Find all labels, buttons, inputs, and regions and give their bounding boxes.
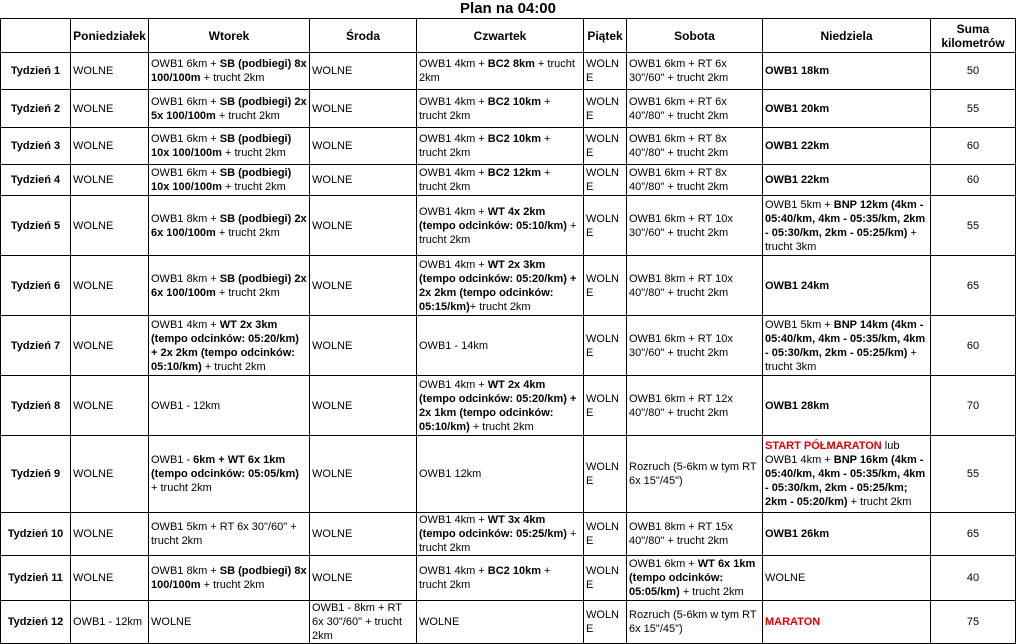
workout-text: OWB1 6km + RT 6x 30"/60" + trucht 2km — [629, 58, 729, 84]
tuesday-workout — [149, 128, 310, 165]
workout-text: BC2 8km — [487, 58, 535, 70]
workout-text: WOLNE — [586, 332, 619, 359]
monday-workout — [71, 436, 149, 513]
thursday-workout — [417, 53, 584, 90]
workout-text: OWB1 - 14km — [419, 339, 489, 352]
workout-text: WT 2x 3km (tempo odcinków: 05:20/km) + 2x 2km (tempo odcinków: 05:15/km) — [419, 258, 577, 313]
week-label: Tydzień 4 — [1, 165, 71, 196]
workout-text: + trucht 2km — [221, 181, 286, 193]
workout-text: WOLNE — [586, 167, 619, 193]
workout-text: WOLNE — [73, 65, 114, 77]
workout-text: + trucht 2km — [215, 286, 280, 299]
sunday-workout — [763, 128, 931, 165]
week-label: Tydzień 11 — [1, 556, 71, 601]
wednesday-workout — [310, 165, 417, 196]
workout-text: WOLNE — [312, 468, 353, 480]
thursday-workout — [417, 196, 584, 256]
week-label: Tydzień 2 — [1, 90, 71, 128]
workout-text: WT 4x 2km (tempo odcinków: 05:10/km) — [419, 205, 567, 232]
workout-text: WOLNE — [586, 565, 619, 591]
monday-workout — [71, 53, 149, 90]
sunday-workout — [763, 196, 931, 256]
saturday-workout — [627, 256, 763, 316]
weekly-km-total: 70 — [931, 376, 1016, 436]
workout-text: BNP 14km (4km - 05:40/km, 4km - 05:35/km, 4km - 05:30/km, 2km - 05:25/km) — [765, 318, 926, 359]
saturday-workout — [627, 90, 763, 128]
workout-text: WOLNE — [312, 140, 353, 152]
sunday-workout — [763, 376, 931, 436]
workout-text: WOLNE — [765, 572, 806, 584]
workout-text: OWB1 4km + — [419, 95, 488, 108]
workout-text: OWB1 6km + — [151, 58, 220, 70]
workout-text: Rozruch (5-6km w tym RT 6x 15"/45") — [629, 609, 757, 635]
workout-text: OWB1 6km + — [151, 95, 220, 108]
workout-text: WT 2x 3km (tempo odcinków: 05:20/km) + 2x 2km (tempo odcinków: 05:10/km) — [151, 318, 299, 373]
tuesday-workout — [149, 256, 310, 316]
workout-text: OWB1 6km + — [151, 167, 220, 179]
workout-text: OWB1 4km + — [151, 318, 220, 331]
workout-text: OWB1 8km + — [151, 272, 220, 285]
table-row — [1, 90, 1016, 128]
workout-text: OWB1 4km + — [419, 378, 488, 391]
workout-text: WOLNE — [312, 174, 353, 186]
workout-text: WOLNE — [586, 95, 619, 122]
sunday-workout — [763, 316, 931, 376]
sunday-workout — [763, 53, 931, 90]
workout-text: OWB1 22km — [765, 174, 830, 186]
workout-text: WOLNE — [73, 174, 114, 186]
tuesday-workout — [149, 196, 310, 256]
tuesday-workout — [149, 165, 310, 196]
workout-text: OWB1 5km + RT 6x 30"/60" + trucht 2km — [151, 521, 297, 547]
thursday-workout — [417, 165, 584, 196]
workout-text: SB (podbiegi) 2x 6x 100/100m — [151, 272, 307, 299]
wednesday-workout — [310, 376, 417, 436]
friday-workout — [584, 256, 627, 316]
table-row — [1, 316, 1016, 376]
workout-text: OWB1 8km + RT 10x 40"/80" + trucht 2km — [629, 272, 733, 299]
workout-text: START PÓŁMARATON — [765, 440, 882, 452]
workout-text: SB (podbiegi) 10x 100/100m — [151, 133, 292, 159]
workout-text: WOLNE — [312, 339, 353, 352]
workout-text: OWB1 4km + — [419, 205, 488, 218]
week-label: Tydzień 8 — [1, 376, 71, 436]
weekly-km-total: 65 — [931, 256, 1016, 316]
workout-text: MARATON — [765, 616, 821, 628]
workout-text: WOLNE — [73, 572, 114, 584]
weekly-km-total: 75 — [931, 601, 1016, 644]
wednesday-workout — [310, 601, 417, 644]
sunday-workout — [763, 601, 931, 644]
saturday-workout — [627, 376, 763, 436]
workout-text: OWB1 18km — [765, 65, 830, 77]
workout-text: WOLNE — [73, 339, 114, 352]
workout-text: + trucht 2km — [847, 496, 912, 508]
workout-text: + trucht 2km — [469, 300, 531, 313]
workout-text: OWB1 8km + RT 15x 40"/80" + trucht 2km — [629, 521, 733, 547]
thursday-workout — [417, 128, 584, 165]
workout-text: WOLNE — [586, 133, 619, 159]
monday-workout — [71, 316, 149, 376]
thursday-workout — [417, 90, 584, 128]
week-label: Tydzień 10 — [1, 513, 71, 556]
monday-workout — [71, 165, 149, 196]
workout-text: + trucht 2km — [221, 147, 286, 159]
workout-text: OWB1 12km — [419, 468, 482, 480]
workout-text: OWB1 - 12km — [151, 399, 221, 412]
saturday-workout — [627, 601, 763, 644]
workout-text: WOLNE — [312, 219, 353, 232]
sunday-workout — [763, 556, 931, 601]
friday-workout — [584, 601, 627, 644]
workout-text: OWB1 - 8km + RT 6x 30"/60" + trucht 2km — [312, 602, 403, 642]
plan-title: Plan na 04:00 — [460, 0, 556, 17]
week-label: Tydzień 9 — [1, 436, 71, 513]
workout-text: WOLNE — [73, 279, 114, 292]
workout-text: OWB1 4km + — [419, 133, 488, 145]
week-label: Tydzień 3 — [1, 128, 71, 165]
friday-workout — [584, 196, 627, 256]
workout-text: OWB1 28km — [765, 399, 830, 412]
workout-text: + trucht 2km — [679, 586, 744, 598]
saturday-workout — [627, 53, 763, 90]
thursday-workout — [417, 376, 584, 436]
saturday-workout — [627, 556, 763, 601]
workout-text: OWB1 8km + — [151, 212, 220, 225]
table-row — [1, 53, 1016, 90]
plan-body — [1, 53, 1016, 644]
monday-workout — [71, 376, 149, 436]
workout-text: + trucht 2km — [419, 133, 551, 159]
workout-text: WOLNE — [586, 272, 619, 299]
workout-text: WOLNE — [312, 279, 353, 292]
header-saturday: Sobota — [627, 19, 763, 53]
workout-text: + trucht 2km — [201, 360, 266, 373]
weekly-km-total: 40 — [931, 556, 1016, 601]
weekly-km-total: 60 — [931, 128, 1016, 165]
workout-text: WT 3x 4km (tempo odcinków: 05:25/km) — [419, 514, 567, 540]
workout-text: OWB1 4km + — [419, 514, 488, 526]
workout-text: WOLNE — [312, 65, 353, 77]
weekly-km-total: 60 — [931, 165, 1016, 196]
table-row — [1, 165, 1016, 196]
sunday-workout — [763, 436, 931, 513]
workout-text: OWB1 5km + — [765, 198, 834, 211]
table-row — [1, 436, 1016, 513]
workout-text: + trucht 2km — [419, 528, 577, 554]
sunday-workout — [763, 165, 931, 196]
sunday-workout — [763, 513, 931, 556]
friday-workout — [584, 376, 627, 436]
weekly-km-total: 60 — [931, 316, 1016, 376]
workout-text: WT 6x 1km (tempo odcinków: 05:05/km) — [629, 558, 756, 598]
workout-text: WOLNE — [586, 212, 619, 239]
workout-text: WT 2x 4km (tempo odcinków: 05:20/km) + 2x 1km (tempo odcinków: 05:10/km) — [419, 378, 577, 433]
saturday-workout — [627, 436, 763, 513]
workout-text: WOLNE — [312, 399, 353, 412]
workout-text: BC2 12km — [487, 167, 541, 179]
workout-text: + trucht 2km — [419, 95, 551, 122]
workout-text: BNP 12km (4km - 05:40/km, 4km - 05:35/km, 2km - 05:30/km, 2km - 05:25/km) — [765, 198, 926, 239]
wednesday-workout — [310, 316, 417, 376]
workout-text: BC2 10km — [487, 565, 541, 577]
header-wednesday: Środa — [310, 19, 417, 53]
saturday-workout — [627, 513, 763, 556]
training-plan-table — [0, 18, 1016, 644]
workout-text: WOLNE — [586, 392, 619, 419]
workout-text: WOLNE — [586, 521, 619, 547]
wednesday-workout — [310, 513, 417, 556]
header-total-km: Suma kilometrów — [931, 19, 1016, 53]
weekly-km-total: 55 — [931, 196, 1016, 256]
monday-workout — [71, 601, 149, 644]
workout-text: + trucht 2km — [419, 219, 577, 246]
monday-workout — [71, 128, 149, 165]
workout-text: + trucht 2km — [215, 226, 280, 239]
saturday-workout — [627, 316, 763, 376]
workout-text: WOLNE — [73, 140, 114, 152]
workout-text: WOLNE — [586, 609, 619, 635]
workout-text: WOLNE — [73, 219, 114, 232]
table-row — [1, 556, 1016, 601]
table-row — [1, 256, 1016, 316]
workout-text: 6km + WT 6x 1km (tempo odcinków: 05:05/km) — [151, 454, 299, 480]
workout-text: BC2 10km — [487, 95, 541, 108]
wednesday-workout — [310, 128, 417, 165]
week-label: Tydzień 5 — [1, 196, 71, 256]
week-label: Tydzień 12 — [1, 601, 71, 644]
workout-text: Rozruch (5-6km w tym RT 6x 15"/45") — [629, 461, 757, 487]
workout-text: OWB1 22km — [765, 140, 830, 152]
header-friday: Piątek — [584, 19, 627, 53]
workout-text: BNP 16km (4km - 05:40/km, 4km - 05:35/km, 4km - 05:30/km, 2km - 05:25/km; 2km - 05:20/km) — [765, 454, 926, 508]
thursday-workout — [417, 436, 584, 513]
wednesday-workout — [310, 196, 417, 256]
workout-text: OWB1 6km + RT 10x 30"/60" + trucht 2km — [629, 212, 733, 239]
sunday-workout — [763, 90, 931, 128]
wednesday-workout — [310, 556, 417, 601]
weekly-km-total: 65 — [931, 513, 1016, 556]
table-row — [1, 128, 1016, 165]
workout-text: + trucht 2km — [419, 565, 551, 591]
monday-workout — [71, 90, 149, 128]
wednesday-workout — [310, 53, 417, 90]
header-row — [1, 19, 1016, 53]
workout-text: BC2 10km — [487, 133, 541, 145]
weekly-km-total: 50 — [931, 53, 1016, 90]
weekly-km-total: 55 — [931, 90, 1016, 128]
workout-text: WOLNE — [73, 102, 114, 115]
workout-text: OWB1 6km + — [151, 133, 220, 145]
thursday-workout — [417, 316, 584, 376]
workout-text: + trucht 2km — [419, 58, 575, 84]
workout-text: WOLNE — [312, 528, 353, 540]
wednesday-workout — [310, 90, 417, 128]
wednesday-workout — [310, 256, 417, 316]
workout-text: + trucht 3km — [765, 346, 917, 373]
week-label: Tydzień 1 — [1, 53, 71, 90]
workout-text: SB (podbiegi) 8x 100/100m — [151, 565, 307, 591]
workout-text: SB (podbiegi) 2x 6x 100/100m — [151, 212, 307, 239]
workout-text: OWB1 8km + — [151, 565, 220, 577]
thursday-workout — [417, 256, 584, 316]
workout-text: WOLNE — [73, 468, 114, 480]
workout-text: + trucht 3km — [765, 226, 917, 253]
tuesday-workout — [149, 436, 310, 513]
table-row — [1, 196, 1016, 256]
monday-workout — [71, 556, 149, 601]
workout-text: WOLNE — [73, 399, 114, 412]
thursday-workout — [417, 513, 584, 556]
header-sunday: Niedziela — [763, 19, 931, 53]
monday-workout — [71, 513, 149, 556]
workout-text: OWB1 20km — [765, 102, 830, 115]
saturday-workout — [627, 165, 763, 196]
table-row — [1, 376, 1016, 436]
header-thursday: Czwartek — [417, 19, 584, 53]
tuesday-workout — [149, 513, 310, 556]
workout-text: WOLNE — [73, 528, 114, 540]
thursday-workout — [417, 601, 584, 644]
workout-text: WOLNE — [586, 58, 619, 84]
friday-workout — [584, 436, 627, 513]
table-row — [1, 513, 1016, 556]
workout-text: OWB1 6km + RT 6x 40"/80" + trucht 2km — [629, 95, 729, 122]
friday-workout — [584, 316, 627, 376]
workout-text: OWB1 26km — [765, 528, 830, 540]
tuesday-workout — [149, 601, 310, 644]
workout-text: OWB1 4km + — [419, 565, 488, 577]
workout-text: + trucht 2km — [215, 109, 280, 122]
friday-workout — [584, 128, 627, 165]
workout-text: SB (podbiegi) 2x 5x 100/100m — [151, 95, 307, 122]
workout-text: + trucht 2km — [419, 167, 551, 193]
friday-workout — [584, 53, 627, 90]
workout-text: + trucht 2km — [151, 482, 212, 494]
workout-text: WOLNE — [151, 616, 192, 628]
workout-text: OWB1 6km + — [629, 558, 698, 570]
workout-text: WOLNE — [312, 572, 353, 584]
workout-text: OWB1 6km + RT 12x 40"/80" + trucht 2km — [629, 392, 733, 419]
header-week — [1, 19, 71, 53]
weekly-km-total: 55 — [931, 436, 1016, 513]
header-monday: Poniedziałek — [71, 19, 149, 53]
tuesday-workout — [149, 316, 310, 376]
workout-text: OWB1 - — [151, 454, 194, 466]
tuesday-workout — [149, 556, 310, 601]
workout-text: + trucht 2km — [200, 579, 265, 591]
workout-text: + trucht 2km — [469, 420, 534, 433]
header-tuesday: Wtorek — [149, 19, 310, 53]
tuesday-workout — [149, 90, 310, 128]
workout-text: OWB1 4km + — [419, 167, 488, 179]
friday-workout — [584, 90, 627, 128]
thursday-workout — [417, 556, 584, 601]
tuesday-workout — [149, 376, 310, 436]
workout-text: SB (podbiegi) 10x 100/100m — [151, 167, 292, 193]
workout-text: OWB1 6km + RT 8x 40"/80" + trucht 2km — [629, 167, 729, 193]
workout-text: lub OWB1 4km + — [765, 440, 900, 466]
workout-text: WOLNE — [312, 102, 353, 115]
workout-text: OWB1 6km + RT 10x 30"/60" + trucht 2km — [629, 332, 733, 359]
friday-workout — [584, 165, 627, 196]
sunday-workout — [763, 256, 931, 316]
workout-text: OWB1 5km + — [765, 318, 834, 331]
workout-text: + trucht 2km — [200, 72, 265, 84]
workout-text: OWB1 4km + — [419, 258, 488, 271]
monday-workout — [71, 196, 149, 256]
week-label: Tydzień 6 — [1, 256, 71, 316]
workout-text: WOLNE — [419, 616, 460, 628]
friday-workout — [584, 513, 627, 556]
saturday-workout — [627, 128, 763, 165]
wednesday-workout — [310, 436, 417, 513]
week-label: Tydzień 7 — [1, 316, 71, 376]
tuesday-workout — [149, 53, 310, 90]
workout-text: SB (podbiegi) 8x 100/100m — [151, 58, 307, 84]
saturday-workout — [627, 196, 763, 256]
workout-text: WOLNE — [586, 461, 619, 487]
workout-text: OWB1 - 12km — [73, 616, 143, 628]
workout-text: OWB1 4km + — [419, 58, 488, 70]
workout-text: OWB1 6km + RT 8x 40"/80" + trucht 2km — [629, 133, 729, 159]
table-row — [1, 601, 1016, 644]
workout-text: OWB1 24km — [765, 279, 830, 292]
friday-workout — [584, 556, 627, 601]
monday-workout — [71, 256, 149, 316]
